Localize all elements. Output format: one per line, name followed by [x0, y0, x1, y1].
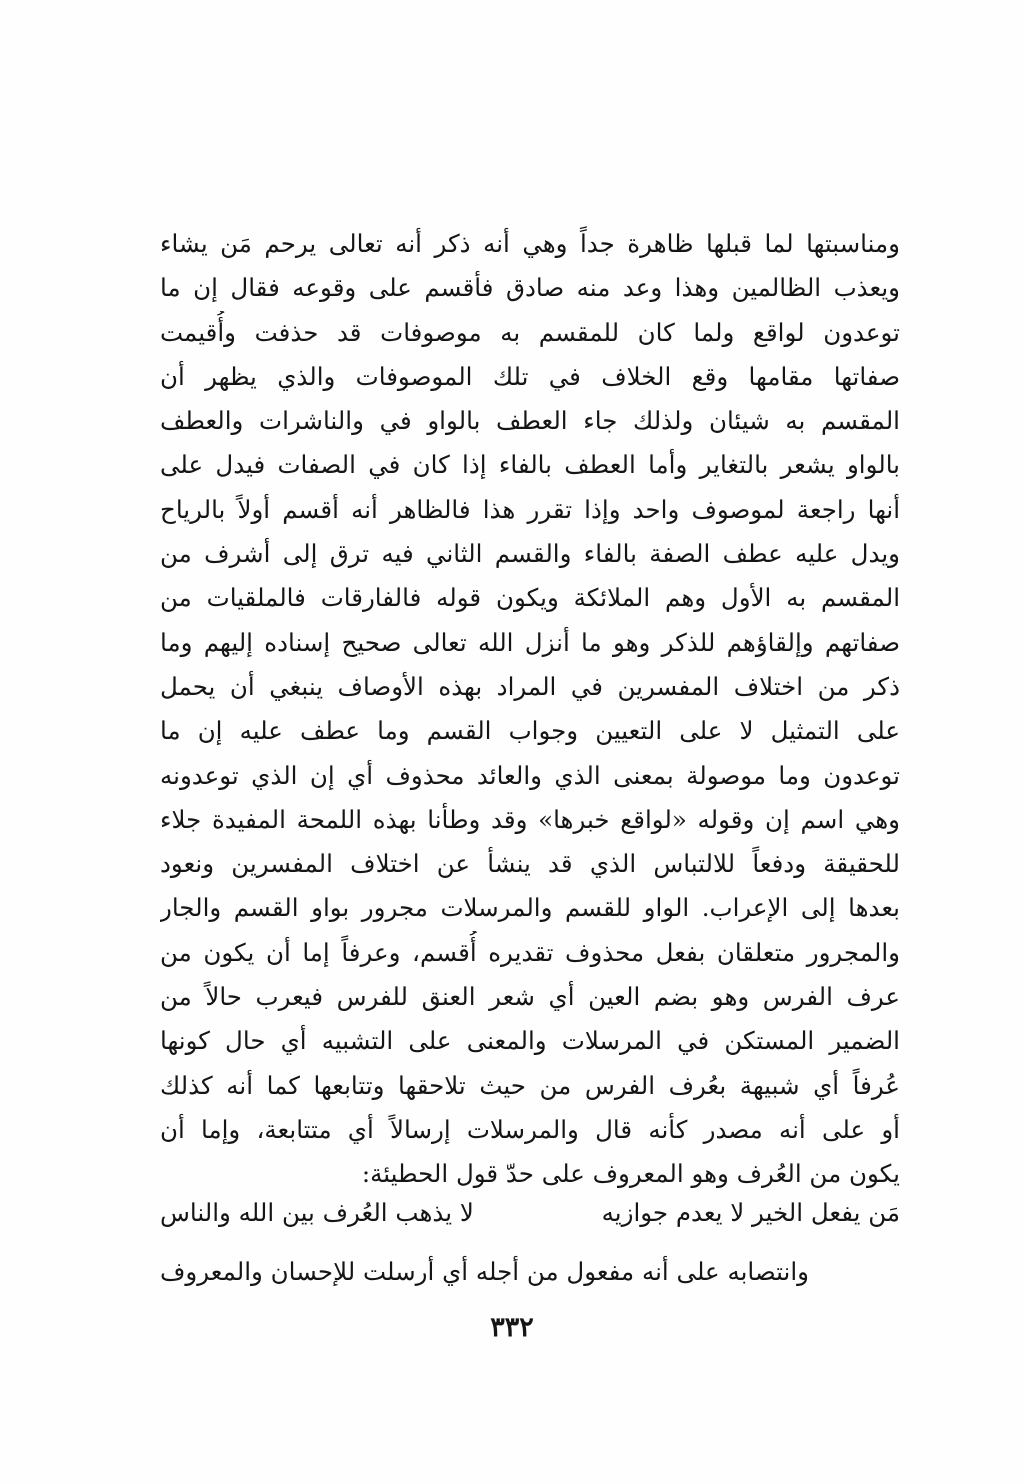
text-line: ذكر من اختلاف المفسرين في المراد بهذه الأوصاف ينبغي أن يحمل	[160, 671, 900, 701]
verse-second-hemistich: لا يذهب العُرف بين الله والناس	[160, 1198, 474, 1227]
text-line: المقسم به شيئان ولذلك جاء العطف بالواو في والناشرات والعطف	[160, 406, 900, 436]
text-line: أو على أنه مصدر كأنه قال والمرسلات إرسالاً أي متتابعة، وإما أن	[160, 1114, 900, 1144]
text-line: ومناسبتها لما قبلها ظاهرة جداً وهي أنه ذكر أنه تعالى يرحم مَن يشاء	[160, 229, 900, 258]
text-line: والمجرور متعلقان بفعل محذوف تقديره أُقسم، وعرفاً إما أن يكون من	[160, 937, 900, 967]
page-number: ٣٣٢	[490, 1312, 534, 1343]
continuation-line: وانتصابه على أنه مفعول من أجله أي أرسلت للإحسان والمعروف	[160, 1257, 809, 1286]
verse-first-hemistich: مَن يفعل الخير لا يعدم جوازيه	[601, 1198, 900, 1227]
text-line: المقسم به الأول وهم الملائكة ويكون قوله فالفارقات فالملقيات من	[160, 583, 900, 613]
text-line: عُرفاً أي شبيهة بعُرف الفرس من حيث تلاحقها وتتابعها كما أنه كذلك	[160, 1070, 900, 1100]
text-line: يكون من العُرف وهو المعروف على حدّ قول الحطيئة:	[361, 1159, 900, 1189]
text-line: أنها راجعة لموصوف واحد وإذا تقرر هذا فالظاهر أنه أقسم أولاً بالرياح	[160, 494, 900, 524]
text-line: توعدون وما موصولة بمعنى الذي والعائد محذوف أي إن الذي توعدونه	[160, 760, 900, 790]
body-text	[160, 222, 900, 1197]
text-line: توعدون لواقع ولما كان للمقسم به موصوفات قد حذفت وأُقيمت	[160, 317, 900, 347]
text-line: ويعذب الظالمين وهذا وعد منه صادق فأقسم على وقوعه فقال إن ما	[160, 273, 900, 303]
text-line: بعدها إلى الإعراب. الواو للقسم والمرسلات مجرور بواو القسم والجار	[160, 893, 900, 923]
text-line: عرف الفرس وهو بضم العين أي شعر العنق للفرس فيعرب حالاً من	[160, 982, 900, 1012]
text-line: للحقيقة ودفعاً للالتباس الذي قد ينشأ عن اختلاف المفسرين ونعود	[160, 849, 900, 879]
poetry-verse	[160, 1188, 900, 1238]
text-line: ويدل عليه عطف الصفة بالفاء والقسم الثاني فيه ترق إلى أشرف من	[160, 539, 900, 569]
text-line: صفاتهم وإلقاؤهم للذكر وهو ما أنزل الله تعالى صحيح إسناده إليهم وما	[160, 627, 900, 657]
text-line: صفاتها مقامها وقع الخلاف في تلك الموصوفات والذي يظهر أن	[160, 361, 900, 391]
text-line: على التمثيل لا على التعيين وجواب القسم وما عطف عليه إن ما	[160, 716, 900, 746]
text-line: وهي اسم إن وقوله «لواقع خبرها» وقد وطأنا بهذه اللمحة المفيدة جلاء	[160, 804, 900, 834]
text-line: الضمير المستكن في المرسلات والمعنى على التشبيه أي حال كونها	[160, 1026, 900, 1056]
text-line: بالواو يشعر بالتغاير وأما العطف بالفاء إذا كان في الصفات فيدل على	[160, 450, 900, 480]
